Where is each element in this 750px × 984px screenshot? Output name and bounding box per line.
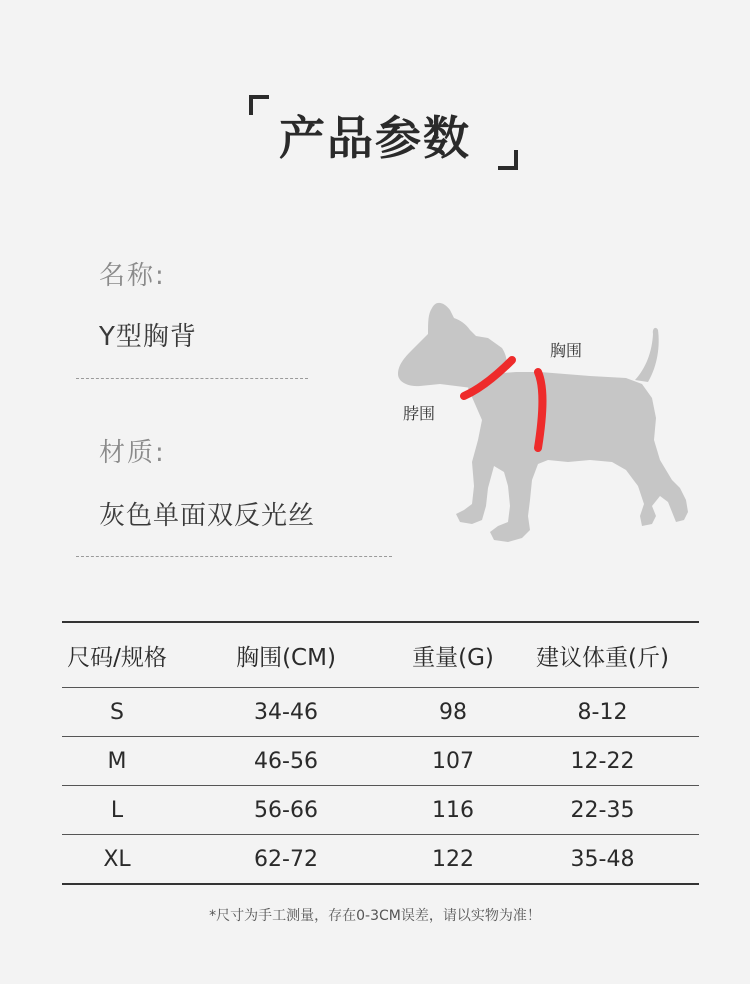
table-row — [62, 835, 699, 885]
table-header-row — [62, 622, 699, 688]
cell-chest: 62-72 — [172, 835, 400, 885]
cell-chest: 34-46 — [172, 688, 400, 737]
cell-weight: 98 — [400, 688, 506, 737]
cell-chest: 56-66 — [172, 786, 400, 835]
dog-harness-diagram — [390, 290, 710, 560]
dog-illustration — [390, 290, 710, 560]
header-size: 尺码/规格 — [62, 622, 172, 688]
table-row — [62, 688, 699, 737]
spec-name-label: 名称: — [99, 261, 166, 291]
corner-bracket-bottom-right — [498, 150, 518, 170]
header-weight: 重量(G) — [400, 622, 506, 688]
spec-material-value: 灰色单面双反光丝 — [99, 501, 316, 531]
measurement-footnote: *尺寸为手工测量，存在0-3CM误差，请以实物为准！ — [209, 908, 541, 924]
cell-recommended-weight: 8-12 — [506, 688, 699, 737]
cell-chest: 46-56 — [172, 737, 400, 786]
cell-size: XL — [62, 835, 172, 885]
divider-1 — [76, 378, 308, 379]
page-title: 产品参数 — [279, 111, 471, 165]
spec-name-value: Y型胸背 — [99, 322, 197, 352]
cell-weight: 107 — [400, 737, 506, 786]
chest-girth-label: 胸围 — [550, 341, 583, 360]
divider-2 — [76, 556, 392, 557]
header-recommended-weight: 建议体重(斤) — [506, 622, 699, 688]
cell-recommended-weight: 35-48 — [506, 835, 699, 885]
harness-chest-strap — [538, 372, 543, 448]
neck-girth-label: 脖围 — [403, 404, 436, 423]
table-row — [62, 786, 699, 835]
cell-size: M — [62, 737, 172, 786]
cell-recommended-weight: 22-35 — [506, 786, 699, 835]
size-table — [62, 621, 699, 885]
cell-weight: 116 — [400, 786, 506, 835]
title-block — [0, 0, 750, 200]
header-chest: 胸围(CM) — [172, 622, 400, 688]
spec-material-label: 材质: — [99, 438, 166, 468]
cell-size: S — [62, 688, 172, 737]
cell-size: L — [62, 786, 172, 835]
cell-recommended-weight: 12-22 — [506, 737, 699, 786]
table-row — [62, 737, 699, 786]
cell-weight: 122 — [400, 835, 506, 885]
